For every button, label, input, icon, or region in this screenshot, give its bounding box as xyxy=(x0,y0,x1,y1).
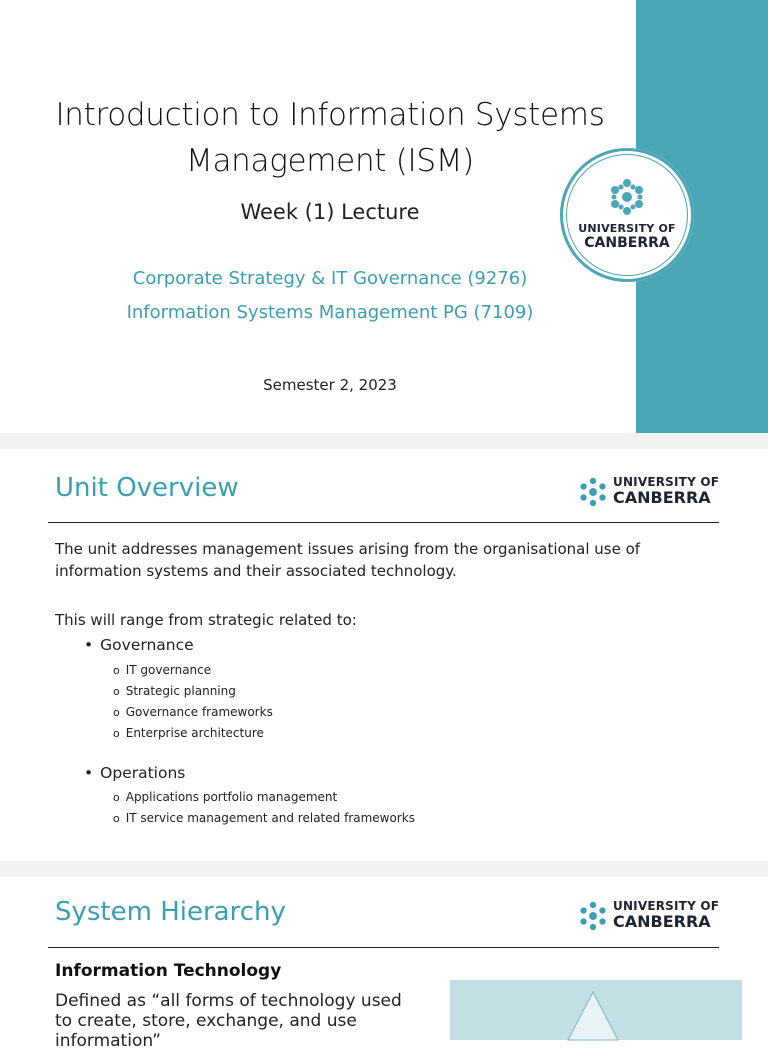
course-line-2: Information Systems Management PG (7109) xyxy=(126,302,534,323)
lead-text: This will range from strategic related to: xyxy=(55,611,357,629)
logo-canberra: CANBERRA xyxy=(613,912,711,931)
university-logo xyxy=(578,475,728,511)
system-hierarchy-slide xyxy=(0,877,768,1051)
semester-label: Semester 2, 2023 xyxy=(263,376,397,394)
list-item: o Strategic planning xyxy=(113,684,236,698)
logo-canberra: CANBERRA xyxy=(613,488,711,507)
university-logo-badge xyxy=(560,148,694,282)
section-subheading: Information Technology xyxy=(55,961,282,981)
list-item: o IT governance xyxy=(113,663,211,677)
slide-separator xyxy=(0,861,768,877)
hierarchy-diagram xyxy=(450,980,742,1040)
logo-university-of: UNIVERSITY OF xyxy=(613,475,720,489)
intro-paragraph: The unit addresses management issues arising from the organisational use of information systems and their associated technology. xyxy=(55,540,641,580)
bullet-operations: • Operations xyxy=(84,764,185,782)
slide-heading: Unit Overview xyxy=(55,473,239,503)
list-item: o Enterprise architecture xyxy=(113,726,264,740)
course-line-1: Corporate Strategy & IT Governance (9276) xyxy=(132,268,528,289)
slide-subtitle: Week (1) Lecture xyxy=(240,200,420,224)
unit-overview-slide xyxy=(0,449,768,861)
list-item: o Applications portfolio management xyxy=(113,790,337,804)
university-logo xyxy=(578,899,728,935)
list-item: o IT service management and related frameworks xyxy=(113,811,415,825)
slide-separator xyxy=(0,433,768,449)
logo-university-of: UNIVERSITY OF xyxy=(578,222,676,235)
title-slide xyxy=(0,0,768,433)
pyramid-shape xyxy=(450,980,742,1040)
slide-heading: System Hierarchy xyxy=(55,897,286,927)
heading-rule xyxy=(48,947,719,948)
title-line-1: Introduction to Information Systems xyxy=(55,97,605,133)
title-line-2: Management (ISM) xyxy=(186,143,474,179)
snowflake-icon xyxy=(578,901,608,931)
logo-canberra: CANBERRA xyxy=(584,235,670,251)
logo-university-of: UNIVERSITY OF xyxy=(613,899,720,913)
definition-text: Defined as “all forms of technology used to create, store, exchange, and use information” xyxy=(55,991,402,1051)
snowflake-icon xyxy=(578,477,608,507)
snowflake-icon xyxy=(608,178,646,216)
heading-rule xyxy=(48,522,719,523)
list-item: o Governance frameworks xyxy=(113,705,273,719)
slide-title xyxy=(40,92,620,184)
bullet-governance: • Governance xyxy=(84,636,194,654)
